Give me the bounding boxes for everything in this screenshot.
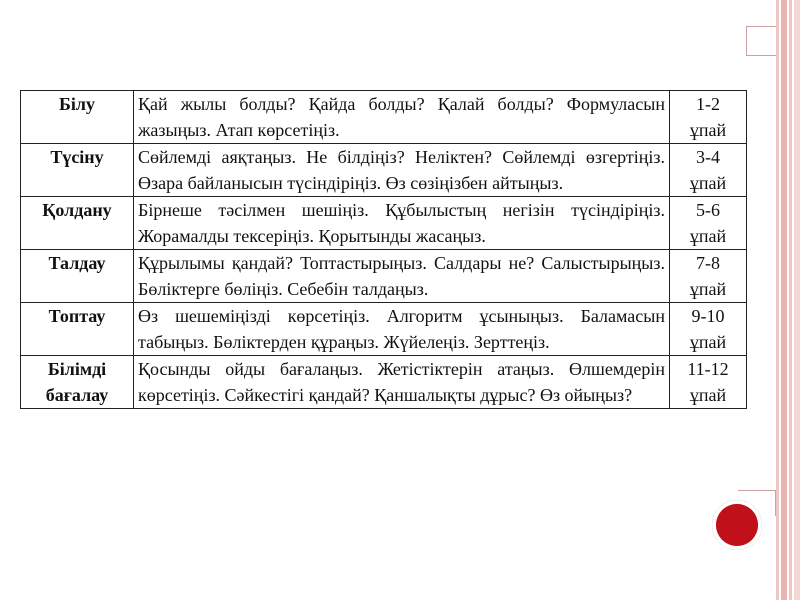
level-cell xyxy=(21,356,134,409)
level-label: Топтау xyxy=(48,306,106,326)
score-unit: ұпай xyxy=(689,332,727,352)
description-cell xyxy=(134,197,670,250)
score-cell xyxy=(670,144,747,197)
description-text: Бірнеше тәсілмен шешіңіз. Құбылыстың негізін түсіндіріңіз. Жорамалды тексеріңіз. Қорытынды жасаңыз. xyxy=(138,200,665,246)
score-range: 7-8 xyxy=(696,253,720,273)
score-unit: ұпай xyxy=(689,120,727,140)
level-label: Талдау xyxy=(48,253,106,273)
level-label: Қолдану xyxy=(42,200,112,220)
description-text: Құрылымы қандай? Топтастырыңыз. Салдары не? Салыстырыңыз. Бөліктерге бөліңіз. Себебін талдаңыз. xyxy=(138,253,665,299)
score-cell xyxy=(670,250,747,303)
table-row xyxy=(21,250,747,303)
level-label: бағалау xyxy=(45,385,109,405)
score-range: 1-2 xyxy=(696,94,720,114)
level-cell xyxy=(21,91,134,144)
decorative-stripe xyxy=(789,0,792,600)
score-cell xyxy=(670,303,747,356)
table-row xyxy=(21,303,747,356)
score-cell xyxy=(670,356,747,409)
score-unit: ұпай xyxy=(689,173,727,193)
description-cell xyxy=(134,303,670,356)
level-cell xyxy=(21,144,134,197)
decorative-stripe xyxy=(794,0,800,600)
description-text: Қосынды ойды бағалаңыз. Жетістіктерін атаңыз. Өлшемдерін көрсетіңіз. Сәйкестігі қандай? Қаншалықты дұрыс? Өз ойыңыз? xyxy=(138,359,665,405)
score-range: 9-10 xyxy=(691,306,725,326)
decorative-stripe xyxy=(776,0,779,600)
decorative-frame xyxy=(746,26,776,56)
score-range: 3-4 xyxy=(696,147,720,167)
table-row xyxy=(21,144,747,197)
description-text: Өз шешеміңізді көрсетіңіз. Алгоритм ұсыныңыз. Баламасын табыңыз. Бөліктерден құраңыз. Жүйелеңіз. Зерттеңіз. xyxy=(138,306,665,352)
description-cell xyxy=(134,356,670,409)
level-cell xyxy=(21,250,134,303)
score-unit: ұпай xyxy=(689,279,727,299)
table-row xyxy=(21,91,747,144)
decorative-stripe xyxy=(781,0,787,600)
level-label: Түсіну xyxy=(50,147,104,167)
score-cell xyxy=(670,91,747,144)
description-text: Сөйлемді аяқтаңыз. Не білдіңіз? Неліктен? Сөйлемді өзгертіңіз. Өзара байланысын түсіндіріңіз. Өз сөзіңізбен айтыңыз. xyxy=(138,147,665,193)
score-range: 11-12 xyxy=(687,359,729,379)
description-cell xyxy=(134,91,670,144)
score-unit: ұпай xyxy=(689,226,727,246)
assessment-table xyxy=(20,90,747,409)
table-row xyxy=(21,197,747,250)
level-cell xyxy=(21,197,134,250)
decorative-circle xyxy=(712,500,762,550)
description-text: Қай жылы болды? Қайда болды? Қалай болды? Формуласын жазыңыз. Атап көрсетіңіз. xyxy=(138,94,665,140)
level-cell xyxy=(21,303,134,356)
score-range: 5-6 xyxy=(696,200,720,220)
table-row xyxy=(21,356,747,409)
level-label: Білу xyxy=(59,94,95,114)
level-label: Білімді xyxy=(47,359,107,379)
decorative-circle-inner xyxy=(716,504,758,546)
score-unit: ұпай xyxy=(689,385,727,405)
description-cell xyxy=(134,250,670,303)
description-cell xyxy=(134,144,670,197)
score-cell xyxy=(670,197,747,250)
